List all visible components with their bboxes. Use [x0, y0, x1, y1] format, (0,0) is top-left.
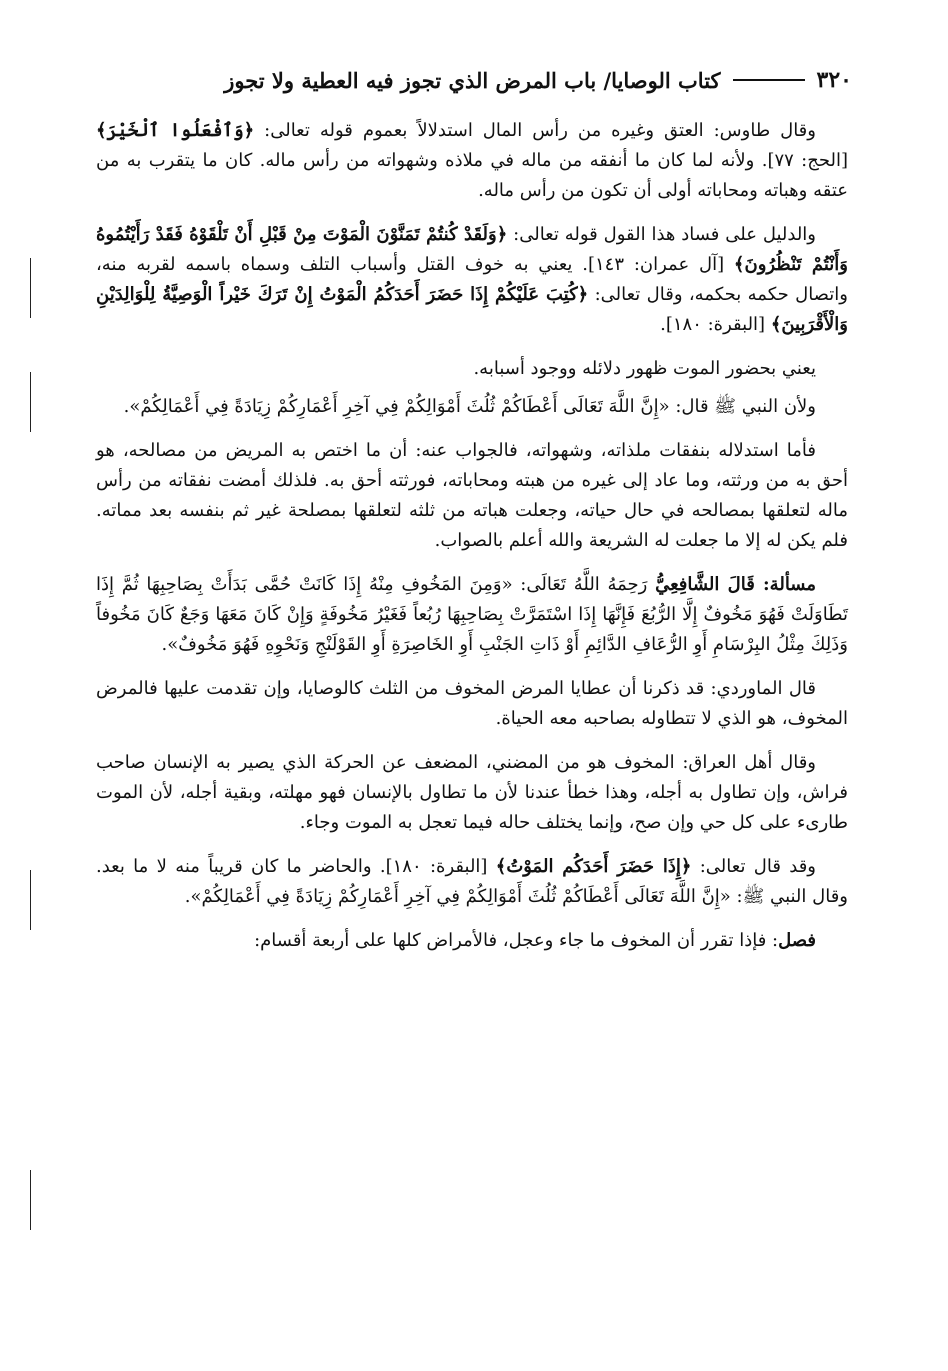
- paragraph-text: [البقرة: ١٨٠]. والحاضر ما كان قريباً منه لا ما بعد. وقال النبي ﷺ: «إِنَّ اللَّهَ تَعَالَى أَعْطَاكُمْ ثُلُثَ أَمْوَالِكُمْ فِي آخِرِ أَعْمَارِكُمْ زِيَادَةً فِي أَعْمَالِكُمْ».: [96, 856, 848, 907]
- running-title: كتاب الوصايا/ باب المرض الذي تجوز فيه العطية ولا تجوز: [224, 67, 721, 93]
- paragraph: [96, 220, 848, 340]
- paragraph-text: فأما استدلاله بنفقات ملذاته، وشهواته، فالجواب عنه: أن ما اختص به المريض من مصالحه، هو أحق به من ورثته، وما عاد إلى غيره من هبته ومحاباته، فورثته أحق به. فلذلك أمضت نفقاته من رأس ماله لتعلقها بمصالحه في حال حياته، وجعلت هباته من ثلثه لتعلقها بمصلحة غير ثم بنفسه بعد مماته. فلم يكن له إلا ما جعلت له الشريعة والله أعلم بالصواب.: [96, 440, 848, 551]
- section-lead: مسألة: قَالَ الشَّافِعِيُّ: [655, 574, 816, 595]
- page-number: ٣٢٠: [816, 67, 852, 93]
- paragraph-text: رَحِمَهُ اللَّهُ تَعَالَى: «وَمِنَ المَخُوفِ مِنْهُ إِذَا كَانَتْ حُمَّى بَدَأَتْ بِصَاحِبِهَا ثُمَّ إِذَا تَطَاوَلَتْ فَهُوَ مَخُوفٌ إِلَّا الرُّبُعَ فَإِنَّهَا إِذَا اسْتَمَرَّتْ بِصَاحِبِهَا رُبُعاً فَغَيْرُ مَخُوفَةٍ وَإِنْ كَانَ مَعَهَا وَجَعٌ كَانَ مَخُوفاً وَذَلِكَ مِثْلُ البِرْسَامِ أَوِ الرُّعَافِ الدَّائِمِ أَوْ ذَاتِ الجَنْبِ أَوِ الخَاصِرَةِ أَوِ القَوْلَنْجِ وَنَحْوِهِ فَهُوَ مَخُوفٌ».: [96, 574, 848, 655]
- paragraph: [96, 852, 848, 912]
- paragraph: [96, 926, 848, 956]
- margin-mark: [30, 1170, 31, 1230]
- margin-mark: [30, 372, 31, 432]
- paragraph-text: [البقرة: ١٨٠].: [660, 314, 771, 335]
- quran-verse: ﴿كُتِبَ عَلَيْكُمْ إِذَا حَضَرَ أَحَدَكُمُ الْمَوْتُ إِنْ تَرَكَ خَيْراً الْوَصِيَّةُ لِلْوَالِدَيْنِ وَالْأَقْرَبِينَ﴾: [96, 284, 848, 335]
- paragraph: [96, 748, 848, 838]
- paragraph: [96, 392, 848, 422]
- margin-mark: [30, 258, 31, 318]
- paragraph-text: قال الماوردي: قد ذكرنا أن عطايا المرض المخوف من الثلث كالوصايا، وإن تقدمت عليها فالمرض المخوف، هو الذي لا تتطاوله بصاحبه معه الحياة.: [96, 678, 848, 729]
- paragraph-text: والدليل على فساد هذا القول قوله تعالى:: [507, 224, 816, 245]
- paragraph: [96, 436, 848, 556]
- quran-verse: ﴿وَلَقَدْ كُنتُمْ تَمَنَّوْنَ الْمَوْتَ مِنْ قَبْلِ أَنْ تَلْقَوْهُ فَقَدْ رَأَيْتُمُوهُ وَأَنْتُمْ تَنْظُرُونَ﴾: [96, 224, 848, 275]
- quran-verse: ﴿وَٱفْعَلُوا ٱلْخَيْرَ﴾: [96, 120, 255, 141]
- page-header: [88, 62, 852, 98]
- paragraph: [96, 116, 848, 206]
- paragraph-text: وقال أهل العراق: المخوف هو من المضني، المضعف عن الحركة الذي يصير به الإنسان صاحب فراش، وإن تطاول به أجله، وهذا خطأ عندنا لأن ما تطاول بالإنسان فهو مهلته، وبقية أجله، لأن الموت طارىء على كل حي وإن صح، وإنما يختلف حاله فيما تعجل به الموت وجاء.: [96, 752, 848, 833]
- paragraph: [96, 354, 848, 384]
- paragraph-text: : فإذا تقرر أن المخوف ما جاء وعجل، فالأمراض كلها على أربعة أقسام:: [254, 930, 779, 951]
- page-body: [96, 116, 848, 970]
- paragraph: [96, 570, 848, 660]
- quran-verse: ﴿إِذَا حَضَرَ أَحَدَكُم المَوْتُ﴾: [495, 856, 692, 877]
- header-rule: [733, 79, 805, 81]
- margin-mark: [30, 870, 31, 930]
- paragraph-text: وقال طاوس: العتق وغيره من رأس المال استدلالاً بعموم قوله تعالى:: [254, 120, 816, 141]
- paragraph-text: يعني بحضور الموت ظهور دلائله ووجود أسبابه.: [473, 358, 816, 379]
- paragraph-text: [آل عمران: ١٤٣]. يعني به خوف القتل وأسباب التلف وسماه باسمه لقربه منه، واتصال حكمه بحكمه، وقال تعالى:: [96, 254, 848, 305]
- paragraph: [96, 674, 848, 734]
- section-lead: فصل: [778, 930, 816, 951]
- paragraph-text: وقد قال تعالى:: [691, 856, 817, 877]
- paragraph-text: [الحج: ٧٧]. ولأنه لما كان ما أنفقه من ماله في ملاذه وشهواته من رأس ماله. كان ما يتقرب به من عتقه وهباته ومحاباته أولى أن تكون من رأس ماله.: [96, 150, 848, 201]
- paragraph-text: ولأن النبي ﷺ قال: «إِنَّ اللَّهَ تَعَالَى أَعْطَاكُمْ ثُلُثَ أَمْوَالِكُمْ فِي آخِرِ أَعْمَارِكُمْ زِيَادَةً فِي أَعْمَالِكُمْ».: [123, 396, 816, 417]
